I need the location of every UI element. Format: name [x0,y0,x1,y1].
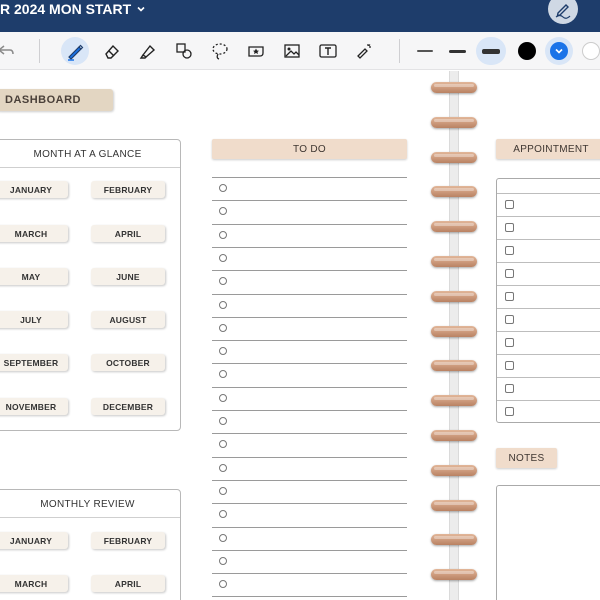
title-bar [0,0,600,32]
document-title-button[interactable] [0,0,146,18]
text-box-tool-button[interactable] [314,37,342,65]
spiral-ring [431,534,477,545]
month-button-april[interactable]: APRIL [91,225,165,242]
sticker-tool-button[interactable] [242,37,270,65]
review-month-button-february[interactable]: FEBRUARY [91,532,165,549]
highlighter-tool-button[interactable] [134,37,162,65]
month-button-june[interactable]: JUNE [91,268,165,285]
appointment-list [496,178,600,423]
month-at-a-glance-title: MONTH AT A GLANCE [33,149,142,160]
appointment-checkbox[interactable] [505,338,514,347]
stroke-thin-button[interactable] [411,37,439,65]
todo-checkbox[interactable] [219,534,227,542]
todo-row-line [212,387,407,388]
notes-header: NOTES [496,448,557,468]
chevron-down-icon [554,46,564,56]
todo-row-line [212,410,407,411]
review-month-button-january[interactable]: JANUARY [0,532,68,549]
appointment-checkbox[interactable] [505,315,514,324]
todo-row-line [212,457,407,458]
spiral-ring [431,465,477,476]
image-icon [282,41,302,61]
lasso-icon [210,41,230,61]
appointment-row-line [497,377,600,378]
spiral-ring [431,291,477,302]
chevron-down-icon [136,4,146,14]
appointment-checkbox[interactable] [505,407,514,416]
spiral-ring [431,430,477,441]
appointment-checkbox[interactable] [505,292,514,301]
todo-checkbox[interactable] [219,254,227,262]
todo-checkbox[interactable] [219,557,227,565]
month-button-december[interactable]: DECEMBER [91,398,165,415]
appointment-checkbox[interactable] [505,246,514,255]
todo-row-line [212,200,407,201]
pencil-signature-icon [553,0,573,19]
pen-tool-button[interactable] [61,37,89,65]
stroke-thick-button[interactable] [476,37,506,65]
todo-checkbox[interactable] [219,207,227,215]
month-button-march[interactable]: MARCH [0,225,68,242]
color-black-swatch[interactable] [518,42,536,60]
stroke-thick-icon [482,49,500,54]
todo-row-line [212,224,407,225]
todo-row-line [212,503,407,504]
spiral-ring [431,221,477,232]
todo-checkbox[interactable] [219,347,227,355]
appointment-checkbox[interactable] [505,361,514,370]
month-button-january[interactable]: JANUARY [0,181,68,198]
todo-checkbox[interactable] [219,277,227,285]
review-month-button-april[interactable]: APRIL [91,575,165,592]
month-button-august[interactable]: AUGUST [91,311,165,328]
appointment-checkbox[interactable] [505,200,514,209]
appointment-row-line [497,354,600,355]
eraser-tool-button[interactable] [98,37,126,65]
appointment-row-line [497,216,600,217]
month-button-may[interactable]: MAY [0,268,68,285]
divider [0,167,180,168]
todo-row-line [212,177,407,178]
todo-row-line [212,550,407,551]
todo-checkbox[interactable] [219,464,227,472]
color-white-swatch[interactable] [582,42,600,60]
review-month-button-march[interactable]: MARCH [0,575,68,592]
color-blue-swatch-button[interactable] [545,37,573,65]
month-button-october[interactable]: OCTOBER [91,354,165,371]
appointment-row-line [497,193,600,194]
todo-row-line [212,317,407,318]
color-blue-swatch [550,42,568,60]
lasso-tool-button[interactable] [206,37,234,65]
todo-checkbox[interactable] [219,184,227,192]
spiral-ring [431,152,477,163]
dashboard-button[interactable]: DASHBOARD [0,89,113,111]
shapes-tool-button[interactable] [170,37,198,65]
todo-checkbox[interactable] [219,370,227,378]
planner-page [0,71,600,600]
stroke-medium-button[interactable] [443,37,471,65]
shapes-icon [174,41,194,61]
spiral-ring [431,256,477,267]
appointment-row-line [497,331,600,332]
undo-icon [0,44,15,58]
todo-checkbox[interactable] [219,580,227,588]
todo-checkbox[interactable] [219,301,227,309]
appointment-row-line [497,308,600,309]
pen-icon [65,41,85,61]
todo-row-line [212,294,407,295]
stroke-medium-icon [449,50,466,53]
todo-checkbox[interactable] [219,417,227,425]
spiral-ring [431,360,477,371]
monthly-review-title: MONTHLY REVIEW [40,499,135,510]
appointment-row-line [497,400,600,401]
todo-row-line [212,433,407,434]
spiral-ring [431,117,477,128]
todo-row-line [212,270,407,271]
month-button-september[interactable]: SEPTEMBER [0,354,68,371]
appointment-row-line [497,285,600,286]
todo-row-line [212,363,407,364]
todo-checkbox[interactable] [219,510,227,518]
spiral-ring [431,82,477,93]
todo-row-line [212,596,407,597]
month-button-february[interactable]: FEBRUARY [91,181,165,198]
spiral-ring [431,569,477,580]
eraser-icon [102,41,122,61]
image-tool-button[interactable] [278,37,306,65]
spiral-ring [431,326,477,337]
todo-checkbox[interactable] [219,324,227,332]
todo-row-line [212,480,407,481]
appointment-row-line [497,239,600,240]
todo-header: TO DO [212,139,407,159]
sticker-icon [246,41,266,61]
divider [0,517,180,518]
spiral-ring [431,186,477,197]
appointment-checkbox[interactable] [505,223,514,232]
document-title: R 2024 MON START [0,1,132,17]
toolbar-divider [39,39,40,63]
todo-row-line [212,527,407,528]
todo-checkbox[interactable] [219,231,227,239]
appointment-checkbox[interactable] [505,384,514,393]
stroke-thin-icon [417,50,433,52]
pencil-mode-button[interactable] [548,0,578,24]
spiral-ring [431,395,477,406]
todo-row-line [212,340,407,341]
laser-pointer-tool-button[interactable] [350,37,378,65]
notes-area[interactable] [496,485,600,600]
undo-button[interactable] [0,37,20,65]
month-button-november[interactable]: NOVEMBER [0,398,68,415]
todo-checkbox[interactable] [219,440,227,448]
drawing-toolbar [0,32,600,70]
toolbar-divider [399,39,400,63]
appointment-row-line [497,262,600,263]
laser-pointer-icon [354,41,374,61]
month-button-july[interactable]: JULY [0,311,68,328]
todo-row-line [212,247,407,248]
todo-checkbox[interactable] [219,487,227,495]
appointment-header: APPOINTMENT [496,139,600,159]
appointment-checkbox[interactable] [505,269,514,278]
todo-row-line [212,573,407,574]
text-box-icon [318,41,338,61]
highlighter-icon [138,41,158,61]
spiral-ring [431,500,477,511]
todo-checkbox[interactable] [219,394,227,402]
